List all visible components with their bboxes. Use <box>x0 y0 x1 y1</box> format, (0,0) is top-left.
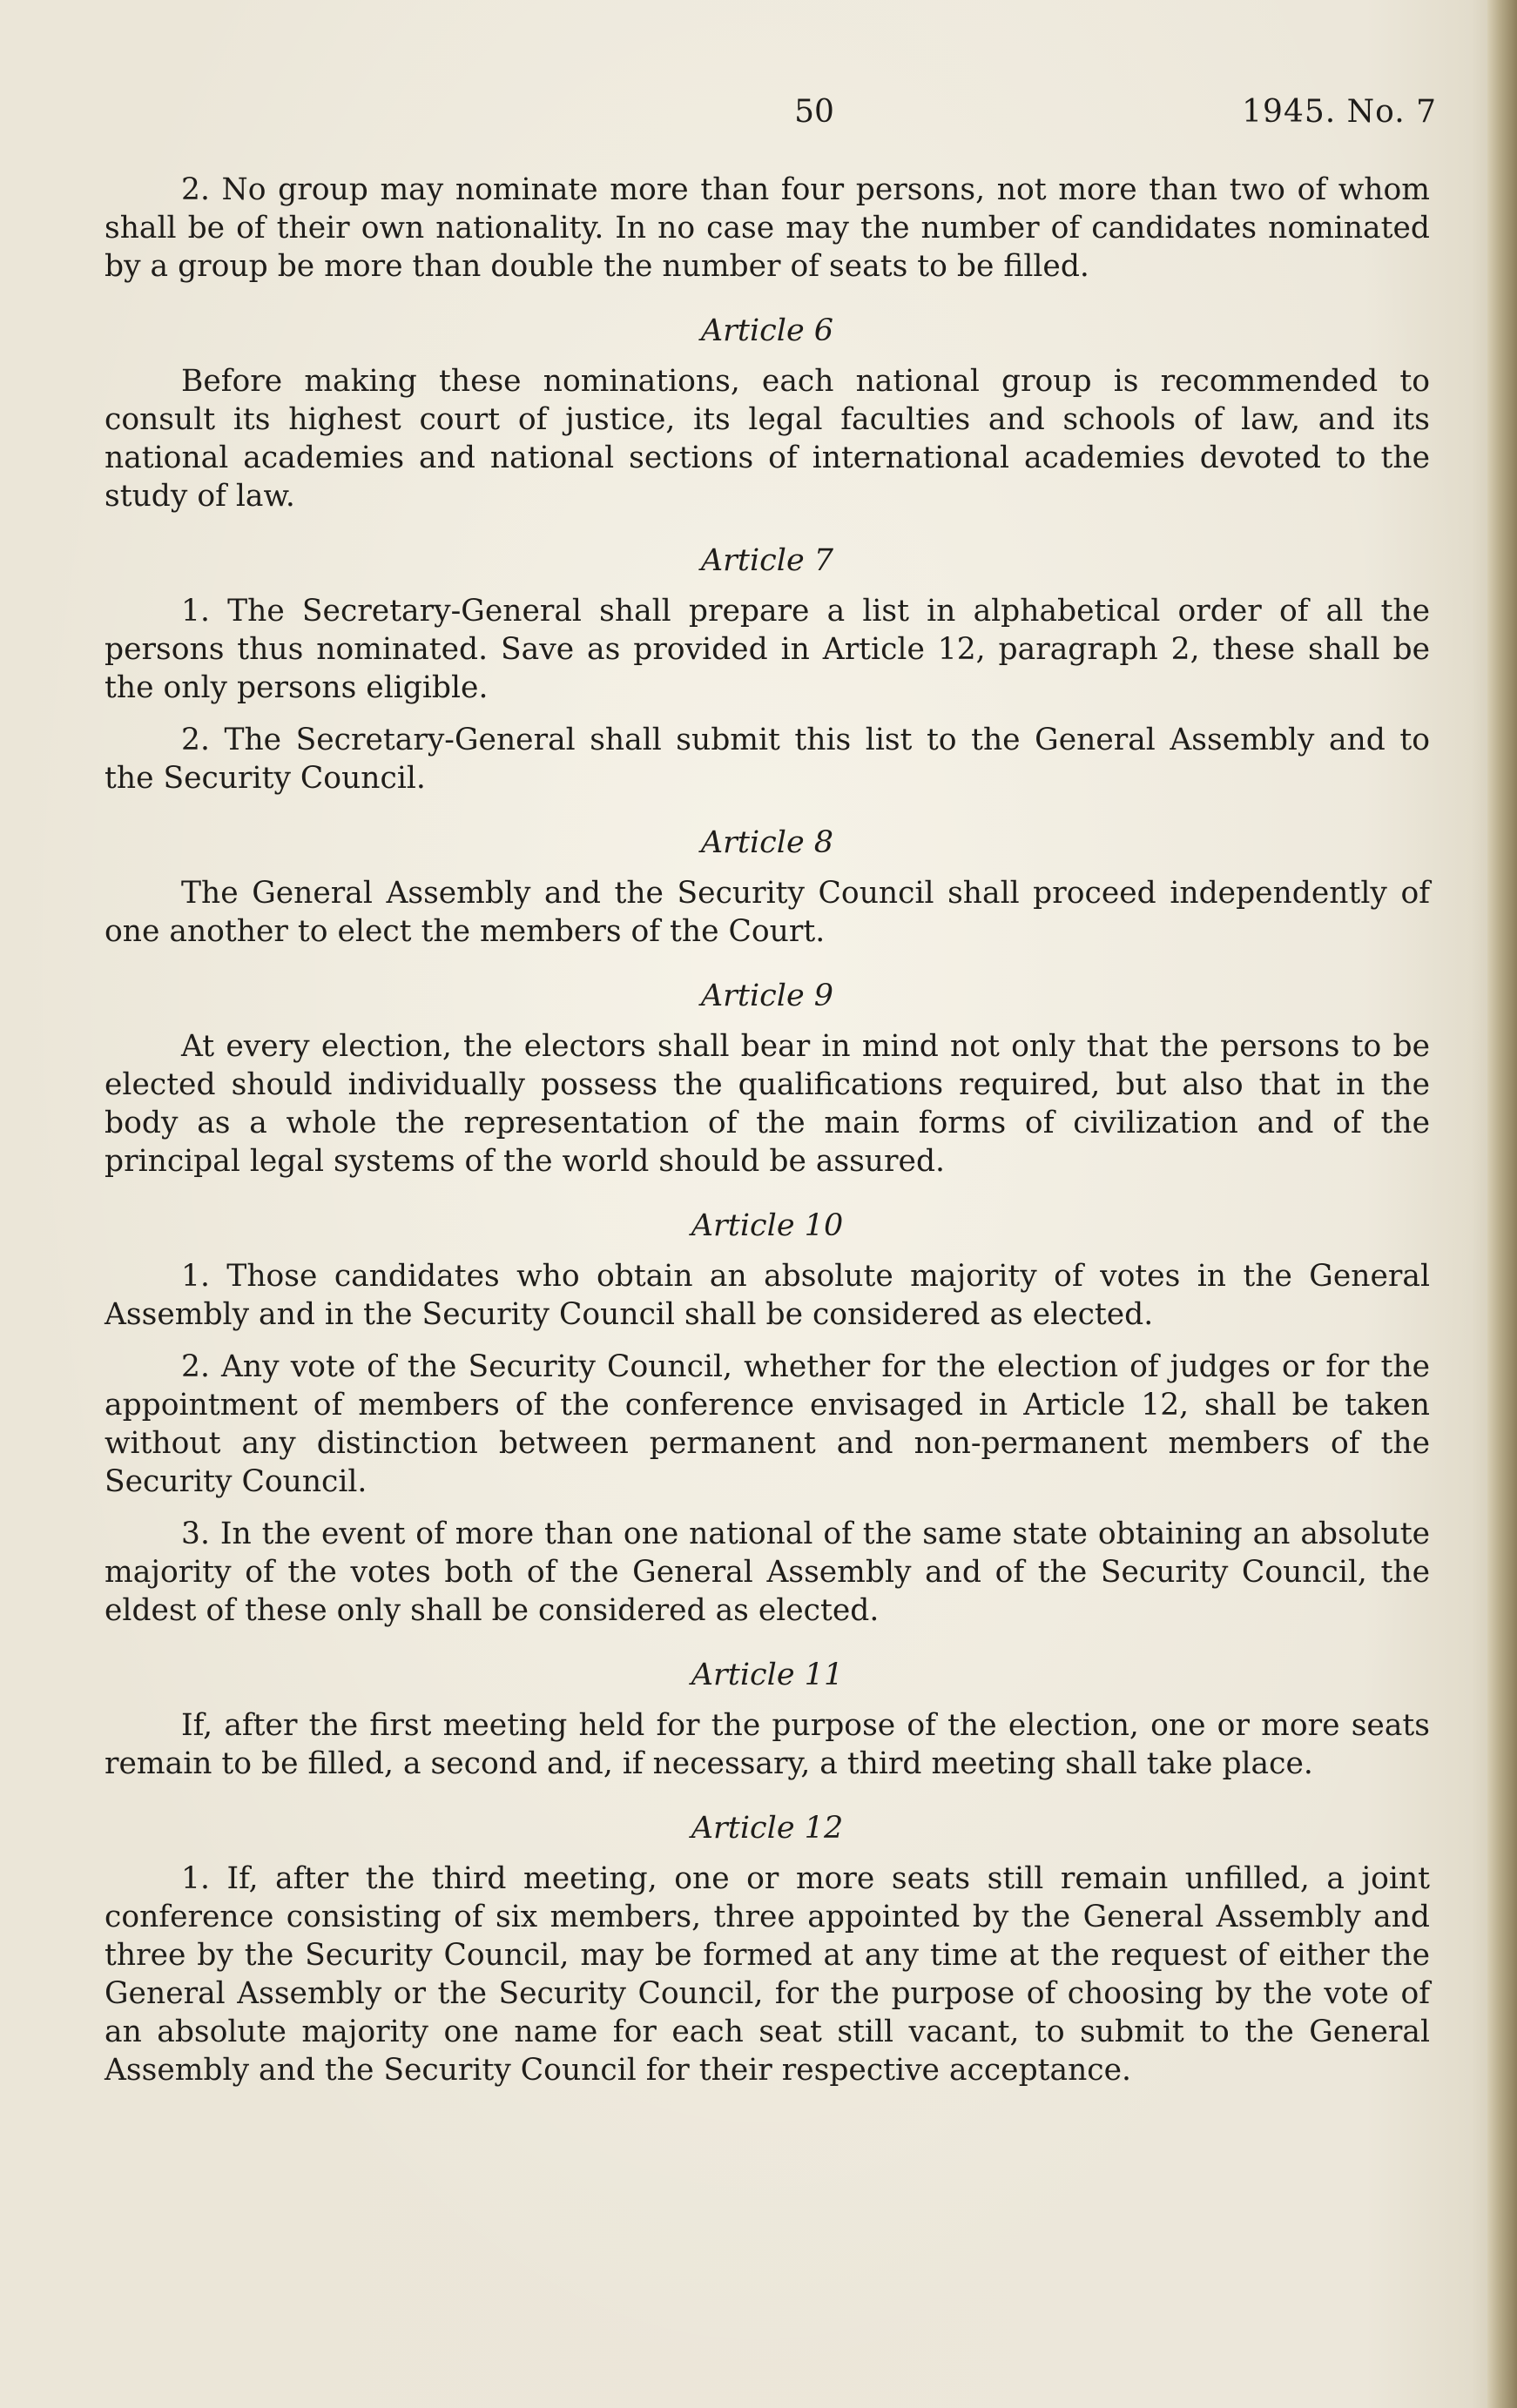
document-reference: 1945. No. 7 <box>1242 94 1437 130</box>
article-11-paragraph-1: If, after the first meeting held for the purpose of the election, one or more seats remain to be filled, a second and, if necessary, a third meeting shall take place. <box>105 1708 1430 1781</box>
article-9-paragraph-1: At every election, the electors shall bear in mind not only that the persons to be elected should individually possess the qualifications required, but also that in the body as a whole the representation of the main forms of civilization and of the principal legal systems of the world should be assured. <box>105 1029 1430 1179</box>
document-body <box>105 171 1430 2103</box>
page-header <box>105 94 1437 146</box>
article-6-paragraph-1: Before making these nominations, each national group is recommended to consult its highest court of justice, its legal faculties and schools of law, and its national academies and national sections of international academies devoted to the study of law. <box>105 364 1430 514</box>
article-5-paragraph-2: 2. No group may nominate more than four persons, not more than two of whom shall be of their own nationality. In no case may the number of candidates nominated by a group be more than double the number of seats to be filled. <box>105 172 1430 284</box>
article-9-heading: Article 9 <box>700 979 834 1013</box>
article-7-paragraph-2: 2. The Secretary-General shall submit this list to the General Assembly and to the Security Council. <box>105 723 1430 796</box>
article-10-paragraph-2: 2. Any vote of the Security Council, whether for the election of judges or for the appointment of members of the conference envisaged in Article 12, shall be taken without any distinction between permanent and non-permanent members of the Security Council. <box>105 1349 1430 1499</box>
article-7-heading: Article 7 <box>700 543 834 578</box>
article-10-paragraph-3: 3. In the event of more than one national of the same state obtaining an absolute majority of the votes both of the General Assembly and of the Security Council, the eldest of these only shall be considered as elected. <box>105 1517 1430 1628</box>
article-10-paragraph-1: 1. Those candidates who obtain an absolute majority of votes in the General Assembly and in the Security Council shall be considered as elected. <box>105 1259 1430 1332</box>
article-12-heading: Article 12 <box>691 1811 844 1846</box>
article-11-heading: Article 11 <box>691 1658 844 1692</box>
article-7-paragraph-1: 1. The Secretary-General shall prepare a list in alphabetical order of all the persons thus nominated. Save as provided in Article 12, paragraph 2, these shall be the only persons eligible. <box>105 594 1430 705</box>
article-12-paragraph-1: 1. If, after the third meeting, one or more seats still remain unfilled, a joint conference consisting of six members, three appointed by the General Assembly and three by the Security Council, may be formed at any time at the request of either the General Assembly or the Security Council, for the purpose of choosing by the vote of an absolute majority one name for each seat still vacant, to submit to the General Assembly and the Security Council for their respective acceptance. <box>105 1861 1430 2088</box>
page-edge <box>1487 0 1517 2408</box>
article-8-heading: Article 8 <box>700 825 834 860</box>
article-10-heading: Article 10 <box>691 1208 844 1243</box>
page-number: 50 <box>794 94 834 130</box>
article-8-paragraph-1: The General Assembly and the Security Council shall proceed independently of one another to elect the members of the Court. <box>105 876 1430 949</box>
article-6-heading: Article 6 <box>700 313 834 348</box>
